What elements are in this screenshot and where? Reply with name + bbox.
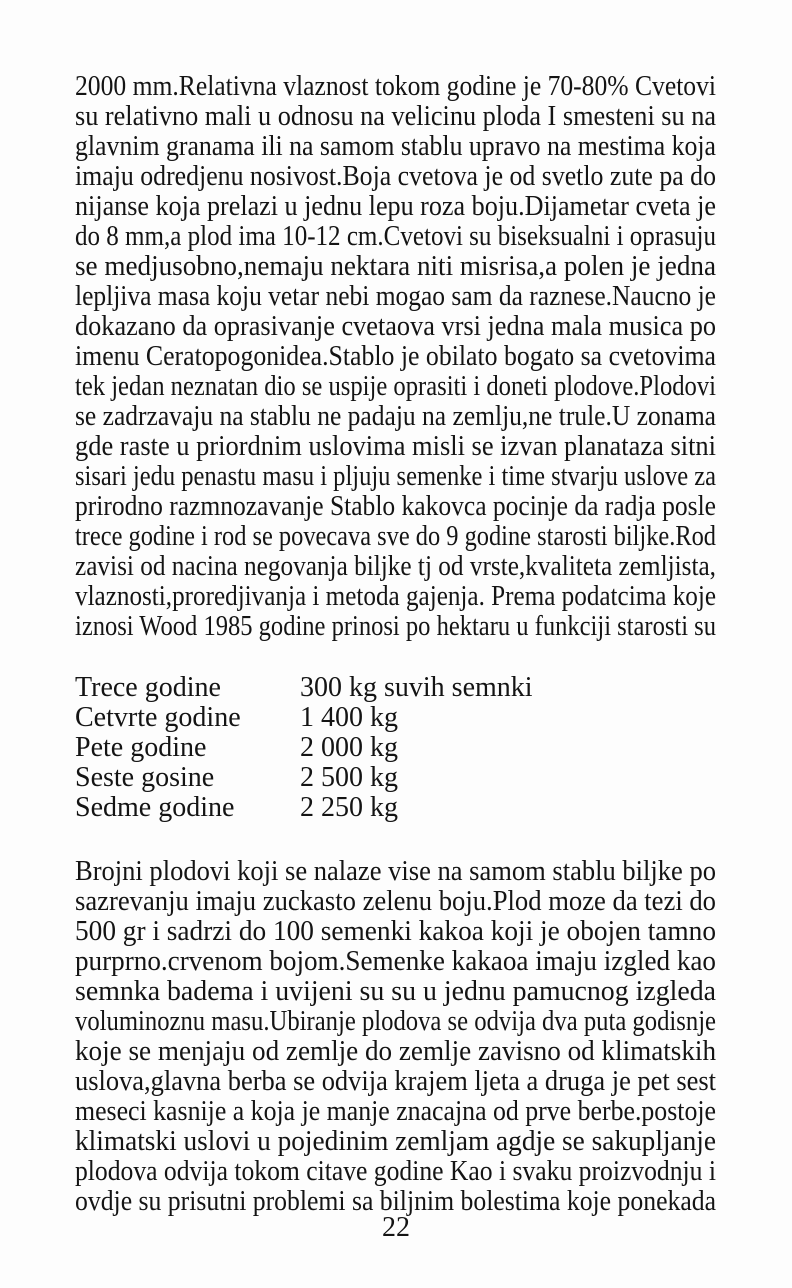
yield-age-cell: Pete godine [75,732,207,763]
yield-table-row [75,703,716,733]
text-line: 2000 mm.Relativna vlaznost tokom godine je 70-80% Cvetovi [75,71,716,102]
text-line: lepljiva masa koju vetar nebi mogao sam da raznese.Naucno je [75,281,716,312]
yield-table [75,673,716,823]
text-line: prirodno razmnozavanje Stablo kakovca pocinje da radja posle [75,491,716,522]
text-line: glavnim granama ili na samom stablu upravo na mestima koja [75,131,716,162]
paragraph-1 [75,72,716,642]
text-line: se medjusobno,nemaju nektara niti misrisa,a polen je jedna [75,251,716,282]
paragraph-2 [75,857,716,1217]
text-block [75,72,716,1217]
text-line: voluminoznu masu.Ubiranje plodova se odvija dva puta godisnje [75,1006,716,1037]
text-line: 500 gr i sadrzi do 100 semenki kakoa koji je obojen tamno [75,916,716,947]
text-line: uslova,glavna berba se odvija krajem ljeta a druga je pet sest [75,1066,716,1097]
text-line: imenu Ceratopogonidea.Stablo je obilato bogato sa cvetovima [75,341,716,372]
text-line: vlaznosti,proredjivanja i metoda gajenja. Prema podatcima koje [75,581,716,612]
yield-table-row [75,733,716,763]
text-line: ovdje su prisutni problemi sa biljnim bolestima koje ponekada [75,1186,716,1217]
text-line: gde raste u priordnim uslovima misli se izvan planataza sitni [75,431,716,462]
text-line: meseci kasnije a koja je manje znacajna od prve berbe.postoje [75,1096,716,1127]
yield-amount-cell: 2 000 kg [300,732,398,763]
yield-amount-cell: 2 500 kg [300,762,398,793]
yield-age-cell: Cetvrte godine [75,702,241,733]
text-line: plodova odvija tokom citave godine Kao i svaku proizvodnju i [75,1156,716,1187]
yield-table-row [75,763,716,793]
text-line: se zadrzavaju na stablu ne padaju na zemlju,ne trule.U zonama [75,401,716,432]
text-line: do 8 mm,a plod ima 10-12 cm.Cvetovi su biseksualni i oprasuju [75,221,716,252]
yield-amount-cell: 1 400 kg [300,702,398,733]
yield-amount-cell: 300 kg suvih semnki [300,672,533,703]
yield-age-cell: Seste gosine [75,762,215,793]
text-line: su relativno mali u odnosu na velicinu ploda I smesteni su na [75,101,716,132]
text-line: sazrevanju imaju zuckasto zelenu boju.Plod moze da tezi do [75,886,716,917]
text-line: Brojni plodovi koji se nalaze vise na samom stablu biljke po [75,856,716,887]
yield-age-cell: Sedme godine [75,792,235,823]
text-line: imaju odredjenu nosivost.Boja cvetova je od svetlo zute pa do [75,161,716,192]
yield-amount-cell: 2 250 kg [300,792,398,823]
yield-table-row [75,793,716,823]
text-line: sisari jedu penastu masu i pljuju semenke i time stvarju uslove za [75,461,716,492]
text-line: koje se menjaju od zemlje do zemlje zavisno od klimatskih [75,1036,716,1067]
text-line: klimatski uslovi u pojedinim zemljam agdje se sakupljanje [75,1126,716,1157]
text-line: iznosi Wood 1985 godine prinosi po hektaru u funkciji starosti su [75,611,716,642]
text-line: semnka badema i uvijeni su su u jednu pamucnog izgleda [75,976,716,1007]
text-line: zavisi od nacina negovanja biljke tj od vrste,kvaliteta zemljista, [75,551,716,582]
yield-age-cell: Trece godine [75,672,221,703]
page-number: 22 [382,1212,410,1243]
text-line: purprno.crvenom bojom.Semenke kakaoa imaju izgled kao [75,946,716,977]
text-line: trece godine i rod se povecava sve do 9 godine starosti biljke.Rod [75,521,716,552]
text-line: tek jedan neznatan dio se uspije oprasiti i doneti plodove.Plodovi [75,371,716,402]
text-line: nijanse koja prelazi u jednu lepu roza boju.Dijametar cveta je [75,191,716,222]
text-line: dokazano da oprasivanje cvetaova vrsi jedna mala musica po [75,311,716,342]
yield-table-row [75,673,716,703]
